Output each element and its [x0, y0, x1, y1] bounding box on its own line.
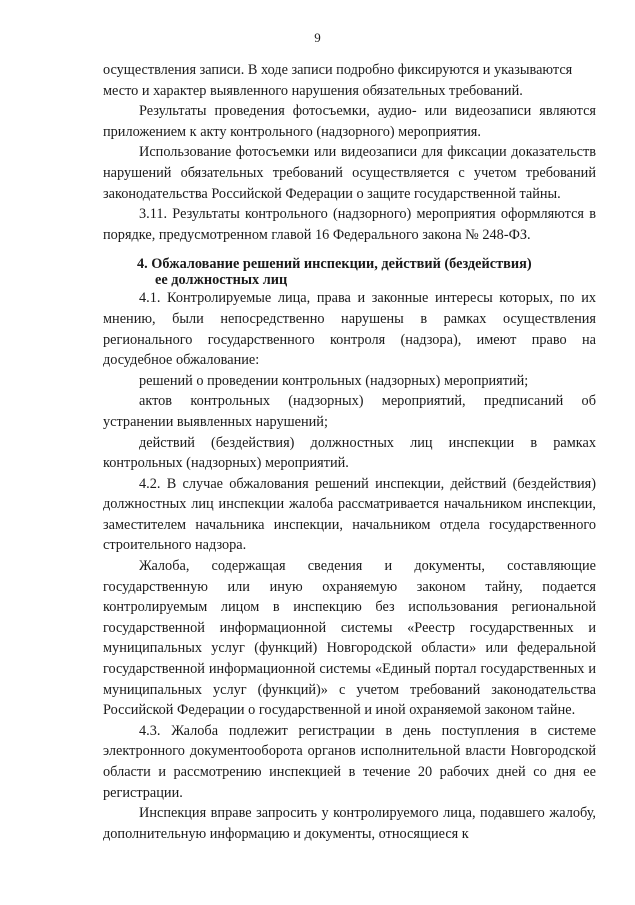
paragraph: Жалоба, содержащая сведения и документы, составляющие государственную или иную охраняемую законом тайну, подается контролируемым лицом в инспекцию без использования региональной государственной информационной системы «Реестр государственных и муниципальных услуг (функций) Новгородской области» или федеральной государственной информационной системы «Единый портал государственных и муниципальных услуг (функций)» с учетом требований законодательства Российской Федерации о государственной и иной охраняемой законом тайне.: [103, 558, 596, 719]
list-item: действий (бездействия) должностных лиц инспекции в рамках контрольных (надзорных) мероприятий.: [103, 434, 596, 472]
list-item: актов контрольных (надзорных) мероприятий, предписаний об устранении выявленных нарушений;: [103, 393, 596, 430]
paragraph: Результаты проведения фотосъемки, аудио- или видеозаписи являются приложением к акту контрольного (надзорного) мероприятия.: [103, 103, 596, 140]
paragraph: 4.1. Контролируемые лица, права и законные интересы которых, по их мнению, были непосредственно нарушены в рамках осуществления регионального государственного контроля (надзора), имеют право на досудебное обжалование:: [103, 290, 596, 369]
section-heading-line-1: 4. Обжалование решений инспекции, действий (бездействия): [137, 256, 532, 273]
paragraph: 4.3. Жалоба подлежит регистрации в день поступления в системе электронного документооборота органов исполнительной власти Новгородской области и рассмотрению инспекцией в течение 20 рабочих дней со дня ее регистрации.: [103, 722, 596, 801]
paragraph: Инспекция вправе запросить у контролируемого лица, подавшего жалобу, дополнительную информацию и документы, относящиеся к: [103, 805, 596, 842]
page-number: 9: [314, 30, 321, 45]
paragraph: осуществления записи. В ходе записи подробно фиксируются и указываются место и характер выявленного нарушения обязательных требований.: [103, 62, 573, 99]
list-item: решений о проведении контрольных (надзорных) мероприятий;: [139, 372, 529, 389]
spacer: [103, 245, 596, 256]
paragraph: 3.11. Результаты контрольного (надзорного) мероприятия оформляются в порядке, предусмотренном главой 16 Федерального закона № 248-ФЗ.: [103, 206, 596, 243]
paragraph: Использование фотосъемки или видеозаписи для фиксации доказательств нарушений обязательных требований осуществляется с учетом требований законодательства Российской Федерации о защите государственной тайны.: [103, 144, 596, 202]
section-heading-line-2: ее должностных лиц: [155, 272, 288, 289]
section-heading: [103, 256, 596, 288]
document-body: [103, 60, 596, 844]
paragraph: 4.2. В случае обжалования решений инспекции, действий (бездействия) должностных лиц инспекции жалоба рассматривается начальником инспекции, заместителем начальника инспекции, начальником отдела государственного строительного надзора.: [103, 475, 596, 554]
